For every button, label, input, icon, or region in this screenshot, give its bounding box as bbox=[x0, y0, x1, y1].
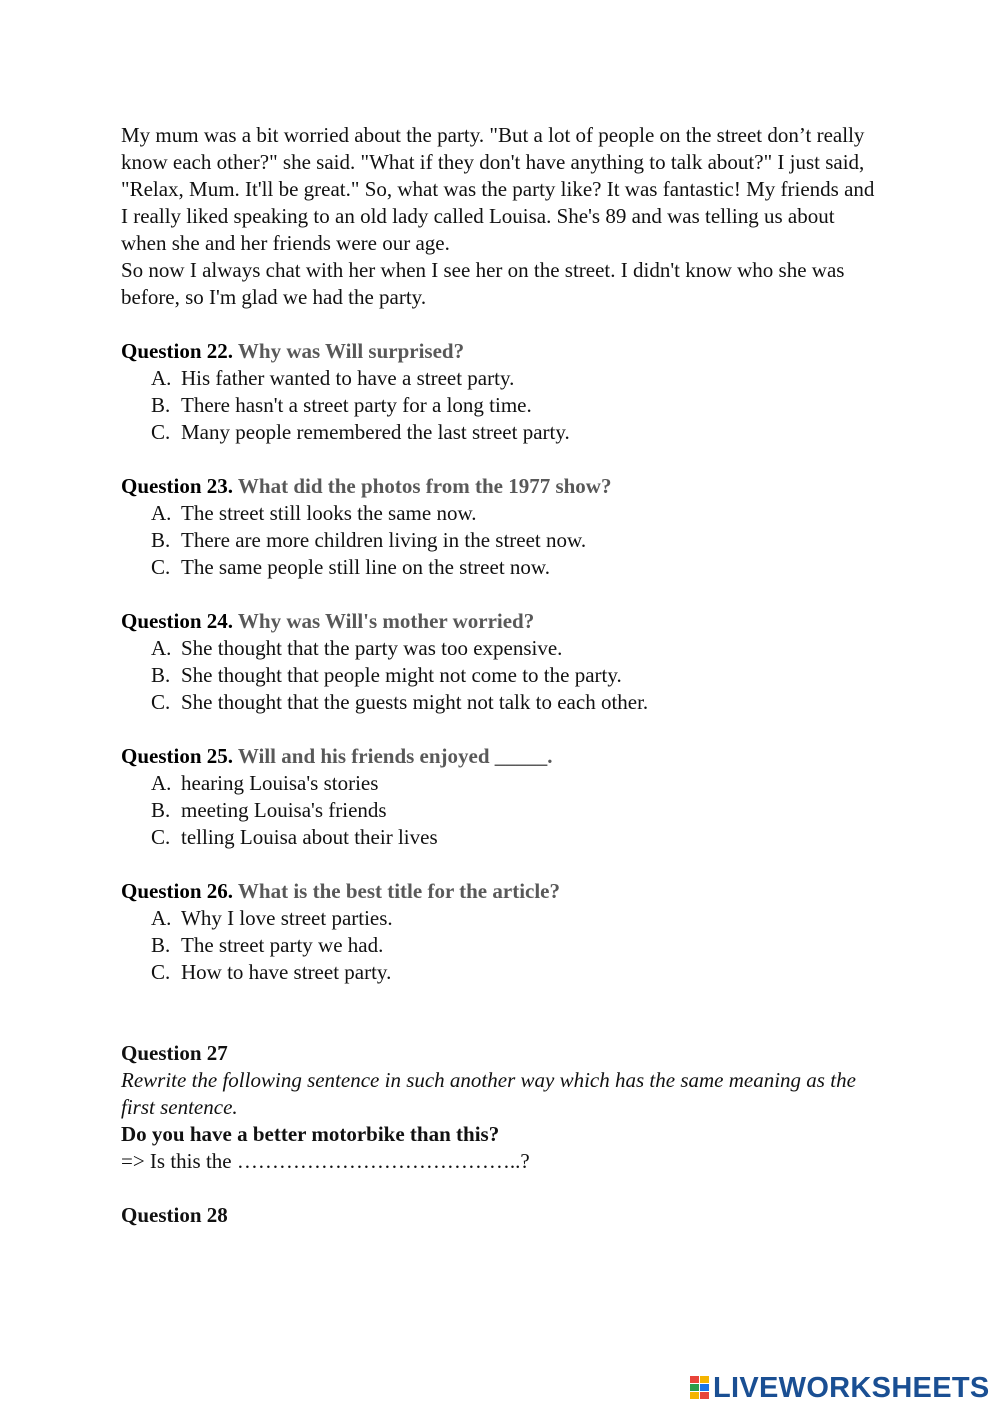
option-text: His father wanted to have a street party. bbox=[181, 366, 515, 390]
option-text: She thought that the guests might not talk to each other. bbox=[181, 690, 649, 714]
brand-wordmark: LIVEWORKSHEETS bbox=[713, 1371, 990, 1404]
question-27-instruction: Rewrite the following sentence in such another way which has the same meaning as the first sentence. bbox=[121, 1068, 856, 1119]
option-letter: C. bbox=[151, 960, 171, 984]
answer-options bbox=[121, 365, 881, 446]
question-label: Question 26. bbox=[121, 879, 234, 903]
option-letter: A. bbox=[151, 366, 172, 390]
option-letter: C. bbox=[151, 420, 171, 444]
question-label: Question 25. bbox=[121, 744, 234, 768]
option-letter: C. bbox=[151, 690, 171, 714]
question-text: What did the photos from the 1977 show? bbox=[237, 474, 612, 498]
answer-option[interactable] bbox=[121, 959, 881, 986]
answer-option[interactable] bbox=[121, 527, 881, 554]
answer-option[interactable] bbox=[121, 824, 881, 851]
question-label: Question 24. bbox=[121, 609, 234, 633]
option-letter: B. bbox=[151, 528, 171, 552]
passage-paragraph: So now I always chat with her when I see her on the street. I didn't know who she was before, so I'm glad we had the party. bbox=[121, 258, 845, 309]
option-text: There are more children living in the street now. bbox=[181, 528, 587, 552]
option-text: The street still looks the same now. bbox=[181, 501, 477, 525]
answer-option[interactable] bbox=[121, 392, 881, 419]
answer-options bbox=[121, 770, 881, 851]
answer-option[interactable] bbox=[121, 905, 881, 932]
option-text: Many people remembered the last street party. bbox=[181, 420, 570, 444]
option-text: There hasn't a street party for a long time. bbox=[181, 393, 532, 417]
question-heading bbox=[121, 743, 881, 770]
question-heading bbox=[121, 608, 881, 635]
question-28-label: Question 28 bbox=[121, 1203, 228, 1227]
question-label: Question 23. bbox=[121, 474, 234, 498]
option-letter: C. bbox=[151, 825, 171, 849]
answer-option[interactable] bbox=[121, 932, 881, 959]
option-letter: B. bbox=[151, 393, 171, 417]
question-text: What is the best title for the article? bbox=[237, 879, 561, 903]
answer-option[interactable] bbox=[121, 365, 881, 392]
question-heading bbox=[121, 473, 881, 500]
question-text: Why was Will's mother worried? bbox=[237, 609, 535, 633]
answer-options bbox=[121, 905, 881, 986]
option-letter: C. bbox=[151, 555, 171, 579]
question-heading bbox=[121, 878, 881, 905]
answer-option[interactable] bbox=[121, 419, 881, 446]
question-label: Question 22. bbox=[121, 339, 234, 363]
option-text: The street party we had. bbox=[181, 933, 384, 957]
question-27-given-sentence: Do you have a better motorbike than this? bbox=[121, 1122, 500, 1146]
option-letter: B. bbox=[151, 933, 171, 957]
question-block bbox=[121, 338, 881, 446]
answer-options bbox=[121, 635, 881, 716]
answer-option[interactable] bbox=[121, 797, 881, 824]
answer-option[interactable] bbox=[121, 635, 881, 662]
question-27-answer-prompt[interactable]: => Is this the …………………………………..? bbox=[121, 1149, 530, 1173]
question-text: Will and his friends enjoyed _____. bbox=[237, 744, 553, 768]
option-letter: A. bbox=[151, 771, 172, 795]
reading-passage bbox=[121, 122, 881, 311]
option-text: hearing Louisa's stories bbox=[181, 771, 379, 795]
answer-option[interactable] bbox=[121, 500, 881, 527]
worksheet-page bbox=[121, 122, 881, 1229]
question-28 bbox=[121, 1202, 881, 1229]
answer-options bbox=[121, 500, 881, 581]
option-letter: A. bbox=[151, 636, 172, 660]
question-block bbox=[121, 743, 881, 851]
question-list bbox=[121, 338, 881, 986]
question-27 bbox=[121, 1040, 881, 1175]
option-text: telling Louisa about their lives bbox=[181, 825, 438, 849]
question-27-label: Question 27 bbox=[121, 1041, 228, 1065]
option-text: Why I love street parties. bbox=[181, 906, 393, 930]
answer-option[interactable] bbox=[121, 770, 881, 797]
option-letter: B. bbox=[151, 798, 171, 822]
question-block bbox=[121, 473, 881, 581]
option-text: meeting Louisa's friends bbox=[181, 798, 387, 822]
question-heading bbox=[121, 338, 881, 365]
option-letter: A. bbox=[151, 906, 172, 930]
question-text: Why was Will surprised? bbox=[237, 339, 465, 363]
question-block bbox=[121, 608, 881, 716]
option-text: The same people still line on the street now. bbox=[181, 555, 550, 579]
answer-option[interactable] bbox=[121, 554, 881, 581]
option-text: She thought that the party was too expensive. bbox=[181, 636, 563, 660]
answer-option[interactable] bbox=[121, 689, 881, 716]
option-letter: A. bbox=[151, 501, 172, 525]
liveworksheets-brand bbox=[690, 1372, 990, 1404]
option-letter: B. bbox=[151, 663, 171, 687]
option-text: She thought that people might not come to the party. bbox=[181, 663, 622, 687]
answer-option[interactable] bbox=[121, 662, 881, 689]
question-block bbox=[121, 878, 881, 986]
passage-paragraph: My mum was a bit worried about the party. "But a lot of people on the street don’t really know each other?" she said. "What if they don't have anything to talk about?" I just said, "Relax, Mum. It'll be great." So, what was the party like? It was fantastic! My friends and I really liked speaking to an old lady called Louisa. She's 89 and was telling us about when she and her friends were our age. bbox=[121, 123, 875, 255]
option-text: How to have street party. bbox=[181, 960, 392, 984]
liveworksheets-logo-icon bbox=[690, 1376, 710, 1400]
